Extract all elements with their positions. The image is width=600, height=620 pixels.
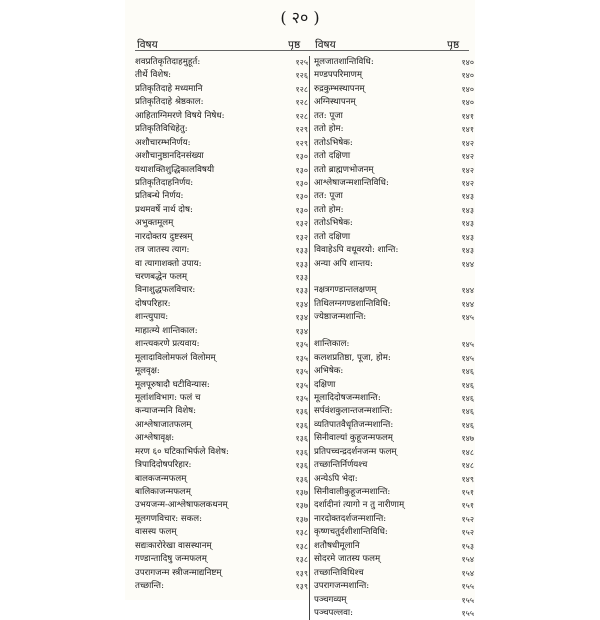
- left-index-entry: [135, 499, 308, 512]
- page-number: ( २० ): [280, 8, 320, 27]
- entry-page-number: १३४: [295, 299, 308, 309]
- right-index-entry: [314, 392, 474, 405]
- entry-page-number: १४६: [461, 380, 474, 390]
- entry-title: आश्लेषाजातफलम्: [135, 419, 192, 430]
- entry-title: सोदरमे जातस्य फलम्: [314, 554, 381, 565]
- right-index-entry: [314, 164, 474, 177]
- entry-page-number: १५२: [461, 528, 474, 538]
- entry-title: प्रतिपच्चन्द्रदर्शनजन्म फलम्: [314, 446, 397, 457]
- entry-page-number: १३८: [295, 528, 308, 538]
- entry-title: पञ्चपल्लवा:: [314, 607, 354, 618]
- left-index-entry: [135, 325, 308, 338]
- left-index-entry: [135, 150, 308, 163]
- entry-page-number: १३५: [295, 367, 308, 377]
- entry-page-number: १३३: [295, 246, 308, 256]
- entry-page-number: १४२: [461, 138, 474, 148]
- entry-page-number: १४५: [461, 340, 474, 350]
- entry-title: कन्याजन्मनि विशेष:: [135, 406, 197, 417]
- right-index-entry: [314, 83, 474, 96]
- entry-title: नारदोक्तय दुष्टस्त्रम्: [135, 231, 193, 242]
- entry-title: मूलगणविचार: सकल:: [135, 513, 202, 524]
- entry-title: बालिकाजन्मफलम्: [135, 487, 191, 497]
- entry-page-number: १३३: [295, 273, 308, 282]
- entry-page-number: १३७: [295, 514, 308, 524]
- entry-page-number: १३३: [295, 259, 308, 269]
- right-subject-header: विषय: [315, 39, 336, 51]
- entry-page-number: १३०: [295, 205, 308, 215]
- entry-page-number: १४३: [461, 232, 474, 242]
- entry-page-number: १४२: [461, 165, 474, 175]
- entry-title: शतौषधीमूलानि: [314, 540, 360, 551]
- right-index-entry: [314, 580, 474, 593]
- entry-page-number: १३६: [295, 407, 308, 417]
- entry-page-number: १३८: [295, 555, 308, 565]
- left-index-entry: [135, 177, 308, 190]
- right-index-entry: [314, 96, 474, 109]
- right-index-entry: [314, 540, 474, 553]
- entry-page-number: १३७: [295, 501, 308, 511]
- right-index-entry: [314, 231, 474, 244]
- entry-title: वासस्य फलम्: [135, 527, 177, 538]
- entry-page-number: १२९: [295, 138, 308, 148]
- right-index-entry: [314, 177, 474, 190]
- entry-title: शान्तिकाल:: [314, 339, 350, 350]
- left-index-entry: [135, 110, 308, 123]
- right-index-entry: [314, 513, 474, 526]
- left-index-entry: [135, 284, 308, 297]
- left-index-entry: [135, 244, 308, 257]
- entry-title: अभिषेक:: [314, 366, 344, 377]
- left-index-column: [135, 56, 308, 594]
- entry-page-number: १४६: [461, 393, 474, 403]
- entry-page-number: १२८: [295, 98, 308, 108]
- entry-page-number: १२६: [295, 71, 308, 81]
- left-index-entry: [135, 553, 308, 566]
- entry-page-number: १३५: [295, 340, 308, 350]
- entry-title: मूलादिदोषजन्मशान्ति:: [314, 392, 381, 403]
- left-index-entry: [135, 405, 308, 418]
- right-index-entry: [314, 594, 474, 607]
- entry-title: ज्येष्ठाजन्मशान्ति:: [314, 312, 367, 323]
- left-index-entry: [135, 164, 308, 177]
- left-index-entry: [135, 56, 308, 69]
- entry-page-number: १३५: [295, 380, 308, 390]
- right-index-entry: [314, 311, 474, 324]
- left-index-entry: [135, 204, 308, 217]
- right-index-entry: [314, 459, 474, 472]
- left-index-entry: [135, 446, 308, 459]
- right-index-entry: [314, 190, 474, 203]
- entry-title: विनाशुद्धफलविचार:: [135, 285, 196, 296]
- left-index-entry: [135, 379, 308, 392]
- left-index-entry: [135, 567, 308, 580]
- entry-page-number: १२८: [295, 111, 308, 121]
- entry-page-number: १५५: [461, 608, 474, 618]
- entry-page-number: १३९: [295, 568, 308, 578]
- entry-page-number: १३९: [295, 582, 308, 592]
- right-index-entry: [314, 432, 474, 445]
- entry-title: तच्छान्ति:: [135, 581, 164, 592]
- left-index-entry: [135, 580, 308, 593]
- entry-page-number: १३६: [295, 420, 308, 430]
- entry-page-number: १४३: [461, 219, 474, 229]
- right-index-entry: [314, 150, 474, 163]
- entry-title: ततोऽभिषेक:: [314, 218, 353, 229]
- entry-page-number: १३४: [295, 326, 308, 336]
- right-index-entry: [314, 217, 474, 230]
- entry-title: तिथिलग्नगण्डशान्तिविधि:: [314, 298, 391, 309]
- left-index-entry: [135, 526, 308, 539]
- entry-title: प्रतिकृतिदाहे श्रेष्ठकाल:: [135, 97, 204, 108]
- entry-title: ततो ब्राह्मणभोजनम्: [314, 164, 374, 175]
- entry-page-number: १३६: [295, 474, 308, 484]
- entry-page-number: १४६: [461, 420, 474, 430]
- left-index-entry: [135, 540, 308, 553]
- entry-title: मूलांशविभाग: फलं च: [135, 392, 201, 403]
- entry-page-number: १५४: [461, 568, 474, 578]
- right-page-header: पृष्ठ: [447, 39, 460, 51]
- left-index-entry: [135, 137, 308, 150]
- entry-page-number: १४१: [461, 125, 474, 135]
- entry-title: शान्त्युपाय:: [135, 312, 169, 323]
- entry-title: अशौचारम्भनिर्णय:: [135, 137, 191, 148]
- entry-page-number: १४५: [461, 353, 474, 363]
- entry-page-number: १५४: [461, 555, 474, 565]
- entry-title: शवप्रतिकृतिदाहमुहूर्त:: [135, 57, 201, 67]
- entry-page-number: १४३: [461, 205, 474, 215]
- entry-title: त्रिपादिदोषपरिहार:: [135, 460, 192, 471]
- entry-title: उपरागजन्म स्त्रीजन्माद्यनिष्टम्: [135, 567, 222, 578]
- left-index-entry: [135, 513, 308, 526]
- entry-page-number: १३५: [295, 353, 308, 363]
- right-index-entry: [314, 244, 474, 257]
- entry-page-number: १४०: [461, 71, 474, 81]
- entry-title: दोषपरिहार:: [135, 298, 171, 309]
- right-index-entry: [314, 499, 474, 512]
- entry-title: मूलवृक्ष:: [135, 366, 160, 377]
- left-index-entry: [135, 123, 308, 136]
- right-index-entry: [314, 365, 474, 378]
- entry-page-number: १४८: [461, 447, 474, 457]
- entry-title: विवाहेऽपि वधूवरयो: शान्ति:: [314, 245, 399, 256]
- entry-page-number: १३५: [295, 393, 308, 403]
- right-index-entry: [314, 419, 474, 432]
- entry-page-number: १३०: [295, 192, 308, 202]
- entry-title: सिनीवालीकुहूजन्मशान्ति:: [314, 487, 391, 497]
- entry-title: प्रथमवर्षे नार्थ दोष:: [135, 204, 193, 215]
- entry-page-number: १३७: [295, 488, 308, 497]
- entry-title: नारदोक्तदर्शजन्मशान्ति:: [314, 513, 387, 524]
- right-index-entry: [314, 553, 474, 566]
- entry-title: सद्यःकारोरेखा वासस्थानम्: [135, 540, 212, 551]
- entry-page-number: १४५: [461, 313, 474, 323]
- left-index-entry: [135, 231, 308, 244]
- right-index-entry: [314, 298, 474, 311]
- entry-page-number: १२९: [295, 125, 308, 135]
- entry-page-number: १३६: [295, 461, 308, 471]
- entry-page-number: १२५: [295, 58, 308, 67]
- entry-page-number: १४९: [461, 474, 474, 484]
- entry-page-number: १४७: [461, 434, 474, 444]
- right-index-entry: [314, 271, 474, 284]
- entry-title: ततो होम:: [314, 124, 344, 135]
- right-index-column: [309, 56, 474, 620]
- entry-title: अभुक्तमूलम्: [135, 218, 174, 229]
- left-page-header: पृष्ठ: [288, 39, 301, 51]
- entry-page-number: १३८: [295, 541, 308, 551]
- entry-title: वा त्यागाशक्तो उपाय:: [135, 258, 202, 269]
- entry-page-number: १४३: [461, 246, 474, 256]
- entry-title: सर्पवंशकुलान्तजन्मशान्ति:: [314, 406, 393, 417]
- entry-title: उभयजन्म-आश्लेषाफलकथनम्: [135, 500, 228, 511]
- entry-page-number: १३०: [295, 152, 308, 162]
- entry-title: बालकजन्मफलम्: [135, 473, 187, 484]
- left-index-entry: [135, 271, 308, 284]
- left-index-entry: [135, 69, 308, 82]
- entry-title: अग्निस्थापनम्: [314, 97, 356, 108]
- right-index-entry: [314, 526, 474, 539]
- right-index-entry: [314, 567, 474, 580]
- right-index-entry: [314, 486, 474, 499]
- left-index-entry: [135, 298, 308, 311]
- entry-page-number: १५५: [461, 582, 474, 592]
- entry-page-number: १५१: [461, 501, 474, 511]
- right-index-entry: [314, 338, 474, 351]
- left-index-entry: [135, 473, 308, 486]
- right-index-entry: [314, 204, 474, 217]
- entry-title: कलशप्रतिष्ठा, पूजा, होम:: [314, 352, 391, 363]
- entry-page-number: १३३: [295, 286, 308, 296]
- left-index-entry: [135, 419, 308, 432]
- right-index-entry: [314, 137, 474, 150]
- entry-title: चरणबद्धेन फलम्: [135, 272, 188, 282]
- entry-title: ततो होम:: [314, 204, 344, 215]
- entry-page-number: १४०: [461, 84, 474, 94]
- entry-page-number: १३२: [295, 232, 308, 242]
- entry-title: ततो दक्षिणा: [314, 231, 351, 242]
- entry-page-number: १५५: [461, 595, 474, 605]
- entry-page-number: १३०: [295, 165, 308, 175]
- left-index-entry: [135, 83, 308, 96]
- entry-page-number: १३२: [295, 219, 308, 229]
- right-index-entry: [314, 56, 474, 69]
- entry-title: अन्येऽपि भेदा:: [314, 473, 358, 484]
- entry-title: मूलजातशान्तिविधि:: [314, 57, 374, 67]
- entry-title: मूलादाविलोमफलं विलोमम्: [135, 352, 216, 363]
- right-index-entry: [314, 379, 474, 392]
- entry-title: ततो दक्षिणा: [314, 151, 351, 162]
- entry-title: तच्छान्तिर्निर्णयश्च: [314, 460, 368, 471]
- entry-title: आहिताग्निमरणे विषये निषेध:: [135, 110, 225, 121]
- entry-title: शान्त्यकरणे प्रत्यवाय:: [135, 339, 200, 350]
- entry-page-number: १४२: [461, 178, 474, 188]
- entry-title: व्यतिपातवैधृतिजन्मशान्ति:: [314, 419, 394, 430]
- right-index-entry: [314, 607, 474, 620]
- entry-title: रुद्रकुम्भस्थापनम्: [314, 83, 365, 94]
- entry-page-number: १४०: [461, 98, 474, 108]
- left-index-entry: [135, 190, 308, 203]
- entry-title: आश्लेषाजन्मशान्तिविधि:: [314, 177, 389, 188]
- left-index-entry: [135, 459, 308, 472]
- left-subject-header: विषय: [137, 39, 158, 51]
- entry-page-number: १५१: [461, 488, 474, 497]
- entry-page-number: १४३: [461, 192, 474, 202]
- entry-page-number: १५२: [461, 514, 474, 524]
- right-index-entry: [314, 405, 474, 418]
- entry-title: तत्र जातस्य त्याग:: [135, 245, 190, 256]
- entry-title: प्रतिबन्धे निर्णय:: [135, 191, 184, 202]
- entry-title: आश्लेषावृक्ष:: [135, 433, 175, 444]
- entry-title: अन्या अपि शान्तय:: [314, 258, 373, 269]
- right-index-entry: [314, 284, 474, 297]
- entry-page-number: १३६: [295, 447, 308, 457]
- entry-title: सिनीवाल्यां कुहूजन्मफलम्: [314, 433, 393, 444]
- right-index-entry: [314, 473, 474, 486]
- left-index-entry: [135, 392, 308, 405]
- left-index-entry: [135, 486, 308, 499]
- entry-title: दक्षिणा: [314, 379, 336, 390]
- entry-title: मण्डपपरिमाणम्: [314, 70, 363, 81]
- left-index-entry: [135, 432, 308, 445]
- entry-title: पञ्चगव्यम्: [314, 594, 347, 605]
- right-index-entry: [314, 352, 474, 365]
- entry-page-number: १३६: [295, 434, 308, 444]
- entry-title: माहात्म्ये शान्तिकाल:: [135, 325, 198, 336]
- right-index-entry: [314, 123, 474, 136]
- left-index-entry: [135, 96, 308, 109]
- right-index-entry: [314, 325, 474, 338]
- entry-title: प्रतिकृतिदाहे मध्यमानि: [135, 83, 203, 94]
- entry-title: नक्षत्रगण्डान्तलक्षणम्: [314, 285, 377, 296]
- entry-page-number: १४१: [461, 111, 474, 121]
- entry-title: गण्डान्तादिषु जन्मफलम्: [135, 554, 207, 565]
- entry-page-number: १५३: [461, 541, 474, 551]
- header-rule: [135, 50, 469, 51]
- entry-title: मरण ६० घटिकाभिर्फले विशेष:: [135, 446, 229, 457]
- entry-title: प्रतिकृतिदाहनिर्णय:: [135, 177, 194, 188]
- left-index-entry: [135, 365, 308, 378]
- entry-title: तत: पूजा: [314, 191, 343, 202]
- entry-page-number: १४४: [461, 259, 474, 269]
- entry-page-number: १३०: [295, 178, 308, 188]
- entry-page-number: १४६: [461, 407, 474, 417]
- entry-title: ततोऽभिषेक:: [314, 137, 353, 148]
- book-page: [125, 0, 475, 618]
- right-index-entry: [314, 258, 474, 271]
- entry-title: अशौचानुष्ठानदिनसंख्या: [135, 151, 204, 162]
- entry-page-number: १४२: [461, 152, 474, 162]
- entry-page-number: १४४: [461, 299, 474, 309]
- right-index-entry: [314, 446, 474, 459]
- entry-page-number: १४४: [461, 286, 474, 296]
- right-index-entry: [314, 69, 474, 82]
- entry-title: प्रतिकृतिविधिहेतु:: [135, 124, 188, 135]
- left-index-entry: [135, 311, 308, 324]
- entry-page-number: १४०: [461, 58, 474, 67]
- entry-title: उपरागजन्मशान्ति:: [314, 581, 370, 592]
- entry-title: दर्शादीनां त्यागो न तु नारीणाम्: [314, 500, 405, 511]
- entry-page-number: १४८: [461, 461, 474, 471]
- right-index-entry: [314, 110, 474, 123]
- entry-title: कृष्णचतुर्दशीशान्तिविधि:: [314, 527, 388, 538]
- left-index-entry: [135, 352, 308, 365]
- entry-title: मूलपूरुषादौ घटीविन्यास:: [135, 379, 210, 390]
- entry-page-number: १२८: [295, 84, 308, 94]
- entry-title: तीर्थे विशेष:: [135, 70, 172, 81]
- entry-title: तत: पूजा: [314, 110, 343, 121]
- entry-page-number: १३४: [295, 313, 308, 323]
- entry-page-number: १४६: [461, 367, 474, 377]
- left-index-entry: [135, 338, 308, 351]
- left-index-entry: [135, 217, 308, 230]
- entry-title: यथाशक्तिशुद्धिकालविषयी: [135, 164, 215, 175]
- left-index-entry: [135, 258, 308, 271]
- entry-title: तच्छान्तिविधिश्च: [314, 567, 364, 578]
